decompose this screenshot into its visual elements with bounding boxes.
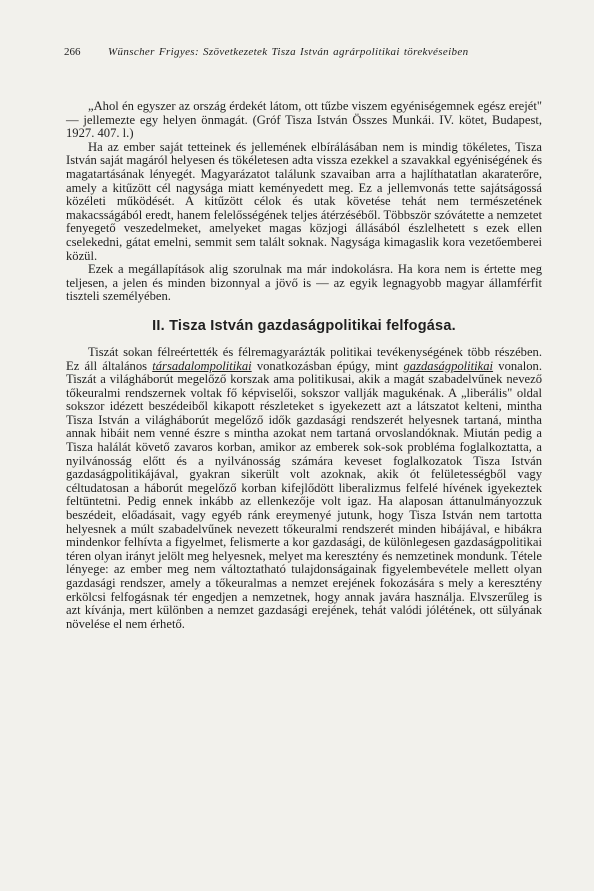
body-paragraph (66, 346, 542, 631)
text-run: vonalon. Tiszát a világháborút megelőző korszak ama politikusai, akik a magát szabadelvűnek nevező tőkeuralmi rendszernek voltak fő képviselői, sokszor vallják magukénak. A „liberális" oldal sokszor idézett beszédeiből kikapott részleteket s igyekezett azt a látszatot kelteni, mintha Tisza István a világháborút megelőző idők gazdasági rendszerét helyesnek tartaná, mintha annak hibáit nem venné észre s mintha azokat nem tartaná orvoslandóknak. Miután pedig a Tisza halálát követő zavaros korban, amikor az emberek sok-sok probléma foglalkoztatta, a nyilvánosság előtt és a nyilvánosság számára keveset foglalkozatok Tisza István gazdaságpolitikájával, gyakran sikerült volt azoknak, akik ót felületességből vagy céltudatosan a háborút megelőző korban kifejlődött liberalizmus felfelé hívének igyekeztek feltüntetni. Pedig ennek inkább az ellenkezője volt igaz. Ha alaposan áttanulmányozzuk beszédeit, előadásait, vagy egyéb ránk ereymenyé jutunk, hogy Tisza István nem tartotta helyesnek a múlt szabadelvűnek nevezett tőkeuralmi rendszerét minden hibájával, e hibákra mindenkor felhívta a figyelmet, felismerte a kor gazdasági, de különlegesen gazdaságpolitikai téren olyan irányt jelölt meg helyesnek, melyet ma keresztény és nemzetinek mondunk. Tétele lényege: az ember meg nem változtatható tulajdonságainak figyelembevétele mellett olyan gazdasági rendszer, amely a tőkeuralmas a nemzet erejének fokozására s mely a keresztény erkölcsi felfogásnak tér engedjen a nemzetnek, hogy annak javára használja. Elvszerűleg is azt kívánja, mert különben a nemzet gazdasági erejének, tehát valódi jólétének, ott sülyának növelése el nem érhető. (66, 358, 542, 631)
quote-paragraph: „Ahol én egyszer az ország érdekét látom, ott tűzbe viszem egyéniségemnek egész erejét" — jellemezte egy helyen önmagát. (Gróf Tisza István Összes Munkái. IV. kötet, Budapest, 1927. 407. l.) (66, 99, 542, 141)
page-number: 266 (64, 46, 81, 58)
running-head (64, 46, 544, 62)
body-paragraph: Ezek a megállapítások alig szorulnak ma már indokolásra. Ha kora nem is értette meg teljesen, a jelen és minden bizonnyal a jövő is — az egyik legnagyobb magyar államférfit tiszteli személyében. (66, 262, 542, 304)
running-title: Wünscher Frigyes: Szövetkezetek Tisza István agrárpolitikai törekvéseiben (108, 46, 469, 58)
text-run: vonatkozásban épúgy, mint (251, 358, 404, 373)
text-run: Tiszát sokan félreértették és félremagyarázták politikai tevékenységének több részében. Ez áll általános (66, 344, 542, 373)
emphasized-term: társadalompolitikai (152, 358, 252, 373)
emphasized-term: gazdaságpolitikai (403, 358, 494, 373)
body-paragraph: Ha az ember saját tetteinek és jellemének elbírálásában nem is mindig tökéletes, Tisza István saját magáról helyesen és tökéletesen adta vissza ezekkel a szavakkal egyéniségének és magatartásának lényegét. Magyarázatot találunk szavaiban arra a hajlíthatatlan akaraterőre, amely a kitűzött cél nagysága miatt keményedett meg. Ez a jellemvonás tette sajátságossá közéleti működését. A kitűzött célok és utak követése tehát nem természetének makacsságából eredt, hanem felelősségének teljes átérzéséből. Többször szóvátette a nemzetet fenyegető veszedelmeket, amelyeket magas közjogi állásából észlelhetett s ezek ellen cselekedni, gátat emelni, semmit sem talált soknak. Nagysága kimagaslik kora vezetőemberei közül. (66, 139, 542, 263)
body-text (66, 100, 542, 631)
section-heading: II. Tisza István gazdaságpolitikai felfogása. (152, 317, 456, 334)
